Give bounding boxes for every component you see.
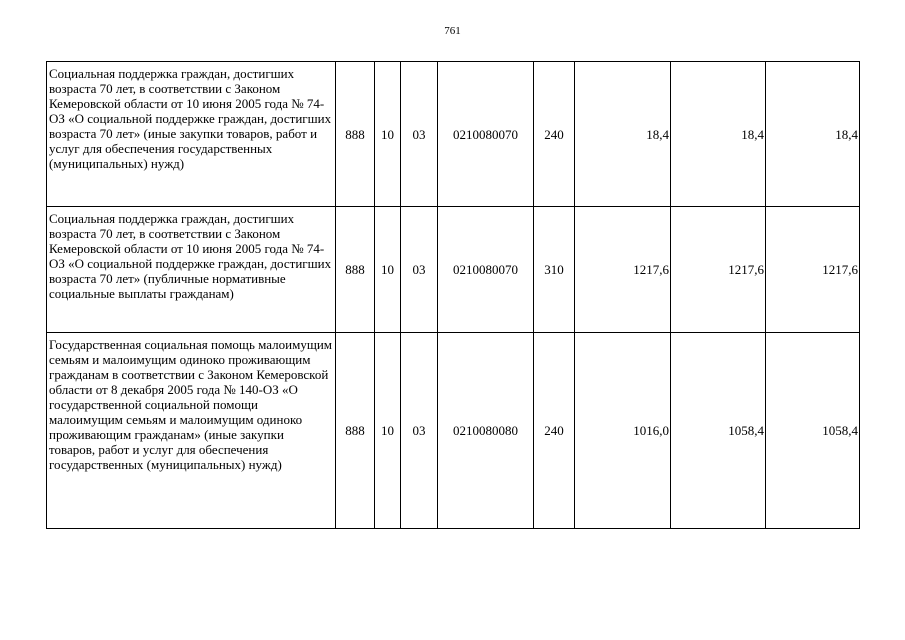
table-row bbox=[47, 333, 860, 529]
amount-year-1: 1217,6 bbox=[575, 207, 671, 333]
subsection-code: 03 bbox=[401, 333, 438, 529]
amount-year-1: 1016,0 bbox=[575, 333, 671, 529]
section-code: 10 bbox=[375, 207, 401, 333]
table-row bbox=[47, 207, 860, 333]
section-code: 10 bbox=[375, 62, 401, 207]
amount-year-2: 18,4 bbox=[671, 62, 766, 207]
amount-year-2: 1058,4 bbox=[671, 333, 766, 529]
amount-year-3: 1058,4 bbox=[766, 333, 860, 529]
table-row bbox=[47, 62, 860, 207]
target-article-code: 0210080070 bbox=[438, 62, 534, 207]
subsection-code: 03 bbox=[401, 207, 438, 333]
section-code: 10 bbox=[375, 333, 401, 529]
amount-year-2: 1217,6 bbox=[671, 207, 766, 333]
amount-year-1: 18,4 bbox=[575, 62, 671, 207]
amount-year-3: 1217,6 bbox=[766, 207, 860, 333]
row-description: Государственная социальная помощь малоимущим семьям и малоимущим одиноко проживающим гражданам в соответствии с Законом Кемеровской области от 8 декабря 2005 года № 140-ОЗ «О государственной социальной помощи малоимущим семьям и малоимущим одиноко проживающим гражданам» (иные закупки товаров, работ и услуг для обеспечения государственных (муниципальных) нужд) bbox=[47, 333, 336, 529]
ministry-code: 888 bbox=[336, 62, 375, 207]
budget-table bbox=[46, 61, 860, 529]
row-description: Социальная поддержка граждан, достигших возраста 70 лет, в соответствии с Законом Кемеровской области от 10 июня 2005 года № 74-ОЗ «О социальной поддержке граждан, достигших возраста 70 лет» (иные закупки товаров, работ и услуг для обеспечения государственных (муниципальных) нужд) bbox=[47, 62, 336, 207]
row-description: Социальная поддержка граждан, достигших возраста 70 лет, в соответствии с Законом Кемеровской области от 10 июня 2005 года № 74-ОЗ «О социальной поддержке граждан, достигших возраста 70 лет» (публичные нормативные социальные выплаты гражданам) bbox=[47, 207, 336, 333]
expense-type-code: 310 bbox=[534, 207, 575, 333]
ministry-code: 888 bbox=[336, 207, 375, 333]
page-number: 761 bbox=[444, 25, 461, 37]
target-article-code: 0210080070 bbox=[438, 207, 534, 333]
expense-type-code: 240 bbox=[534, 62, 575, 207]
subsection-code: 03 bbox=[401, 62, 438, 207]
target-article-code: 0210080080 bbox=[438, 333, 534, 529]
amount-year-3: 18,4 bbox=[766, 62, 860, 207]
ministry-code: 888 bbox=[336, 333, 375, 529]
expense-type-code: 240 bbox=[534, 333, 575, 529]
